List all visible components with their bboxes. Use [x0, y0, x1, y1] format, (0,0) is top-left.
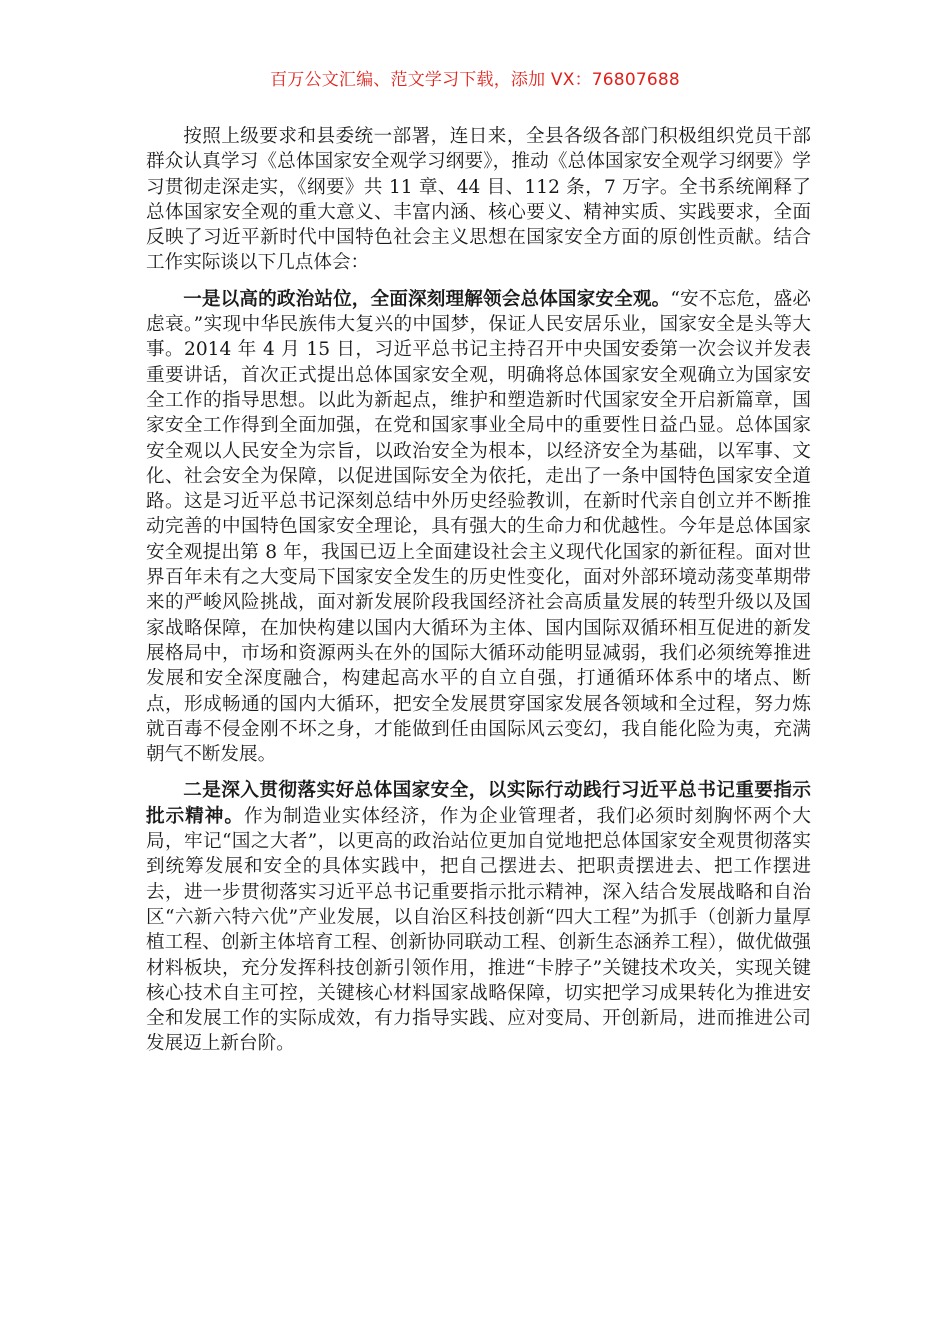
paragraph-lead: 一是以高的政治站位，全面深刻理解领会总体国家安全观。 [183, 288, 671, 310]
paragraph-point-one [146, 287, 811, 768]
page-header-watermark: 百万公文汇编、范文学习下载，添加 VX：76807688 [270, 70, 680, 90]
paragraph-text: 作为制造业实体经济，作为企业管理者，我们必须时刻胸怀两个大局，牢记“国之大者”，以更高的政治站位更加自觉地把总体国家安全观贯彻落实到统筹发展和安全的具体实践中，把自己摆进去、把职责摆进去、把工作摆进去，进一步贯彻落实习近平总书记重要指示批示精神，深入结合发展战略和自治区“六新六特六优”产业发展，以自治区科技创新“四大工程”为抓手（创新力量厚植工程、创新主体培育工程、创新协同联动工程、创新生态涵养工程），做优做强材料板块，充分发挥科技创新引领作用，推进“卡脖子”关键技术攻关，实现关键核心技术自主可控，关键核心材料国家战略保障，切实把学习成果转化为推进安全和发展工作的实际成效，有力指导实践、应对变局、开创新局，进而推进公司发展迈上新台阶。 [146, 805, 811, 1055]
paragraph-text: 按照上级要求和县委统一部署，连日来，全县各级各部门积极组织党员干部群众认真学习《总体国家安全观学习纲要》，推动《总体国家安全观学习纲要》学习贯彻走深走实，《纲要》共 11 章、44 目、112 条，7 万字。全书系统阐释了总体国家安全观的重大意义、丰富内涵、核心要义、精神实质、实践要求，全面反映了习近平新时代中国特色社会主义思想在国家安全方面的原创性贡献。结合工作实际谈以下几点体会： [146, 126, 811, 274]
paragraph-point-two [146, 778, 811, 1056]
paragraph-lead: 二是深入贯彻落实好总体国家安全，以实际行动践行习近平总书记重要指示批示精神。 [146, 780, 811, 827]
document-body [146, 124, 811, 1057]
paragraph-intro [146, 124, 811, 276]
paragraph-text: “安不忘危，盛必虑衰。”实现中华民族伟大复兴的中国梦，保证人民安居乐业，国家安全是头等大事。2014 年 4 月 15 日，习近平总书记主持召开中央国安委第一次会议并发表重要讲话，首次正式提出总体国家安全观，明确将总体国家安全观确立为国家安全工作的指导思想。以此为新起点，维护和塑造新时代国家安全开启新篇章，国家安全工作得到全面加强，在党和国家事业全局中的重要性日益凸显。总体国家安全观以人民安全为宗旨，以政治安全为根本，以经济安全为基础，以军事、文化、社会安全为保障，以促进国际安全为依托，走出了一条中国特色国家安全道路。这是习近平总书记深刻总结中外历史经验教训，在新时代亲自创立并不断推动完善的中国特色国家安全理论，具有强大的生命力和优越性。今年是总体国家安全观提出第 8 年，我国已迈上全面建设社会主义现代化国家的新征程。面对世界百年未有之大变局下国家安全发生的历史性变化，面对外部环境动荡变革期带来的严峻风险挑战，面对新发展阶段我国经济社会高质量发展的转型升级以及国家战略保障，在加快构建以国内大循环为主体、国内国际双循环相互促进的新发展格局中，市场和资源两头在外的国际大循环动能明显减弱，我们必须统筹推进发展和安全深度融合，构建起高水平的自立自强，打通循环体系中的堵点、断点，形成畅通的国内大循环，把安全发展贯穿国家发展各领域和全过程，努力炼就百毒不侵金刚不坏之身，才能做到任由国际风云变幻，我自能化险为夷，充满朝气不断发展。 [146, 288, 811, 766]
